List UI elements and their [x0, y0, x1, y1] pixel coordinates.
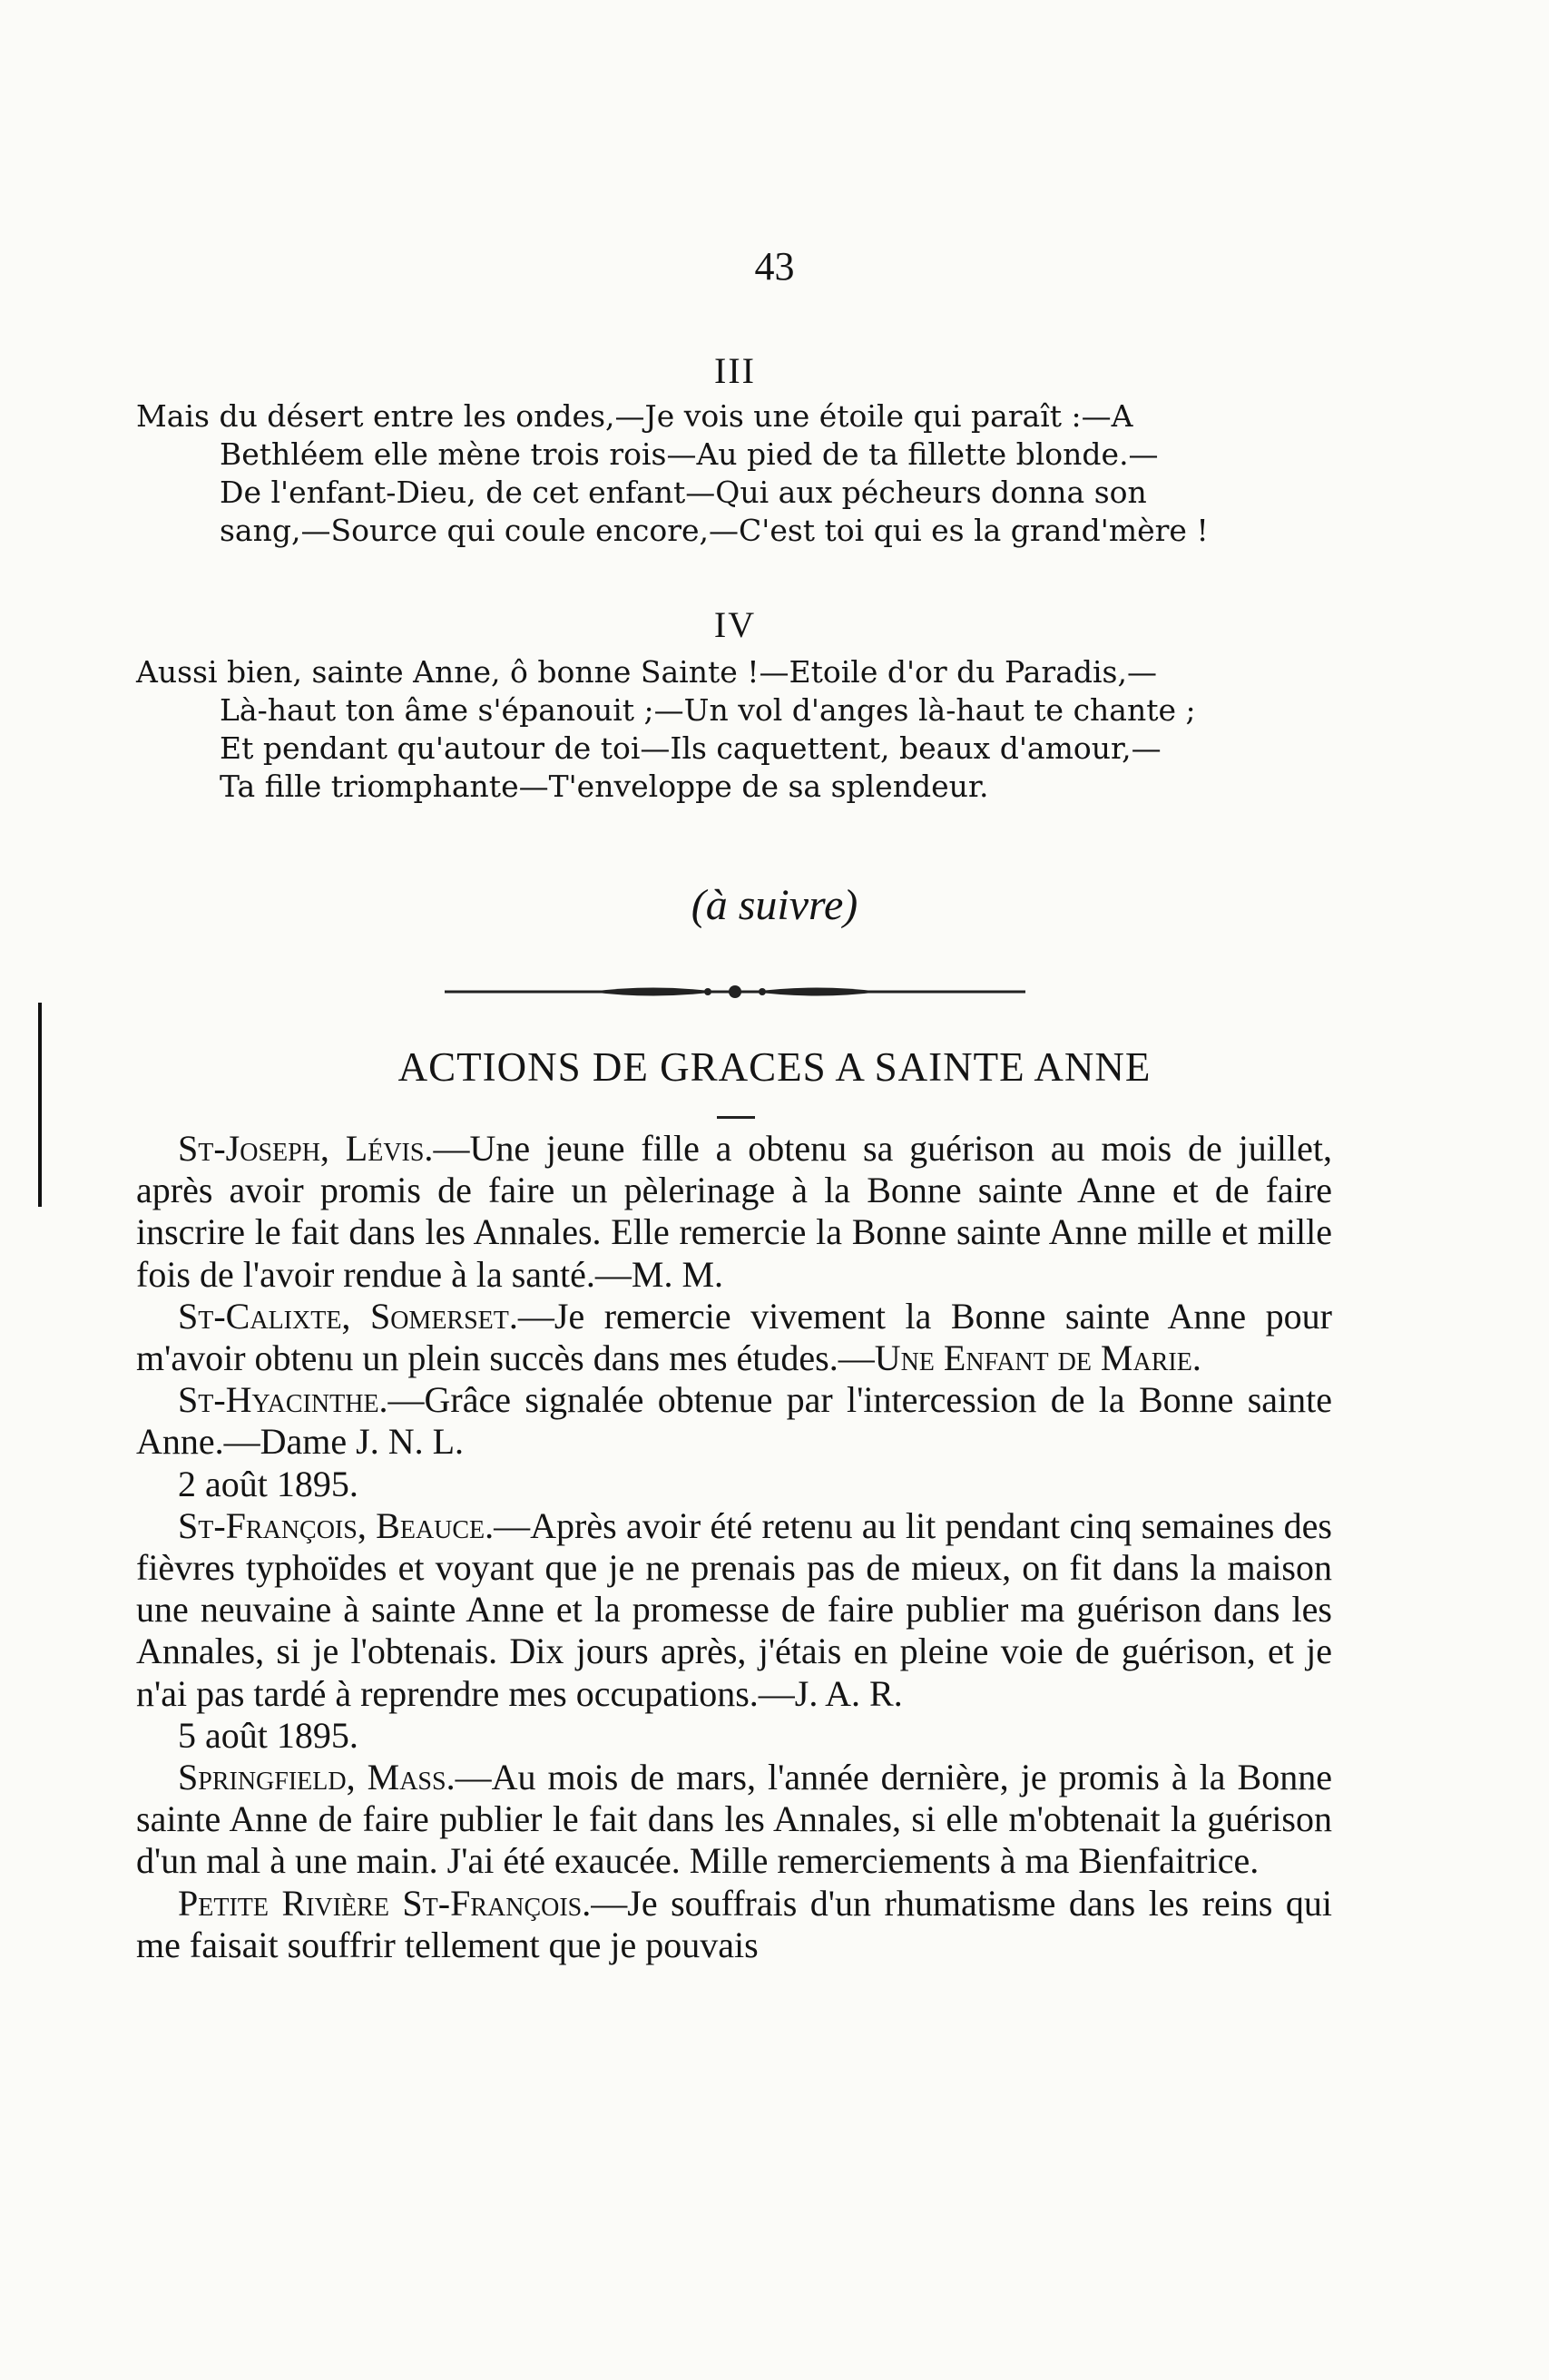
ornamental-divider	[436, 980, 1034, 1004]
entry-st-hyacinthe	[136, 1379, 1332, 1463]
entry-signature: Une Enfant de Marie.	[874, 1337, 1201, 1379]
stanza-numeral: III	[714, 350, 756, 391]
entry-text: —Je souffrais d'un rhumatisme dans les reins qui me faisait souffrir tellement que je pouvais	[136, 1882, 1332, 1965]
title-dash	[717, 1116, 755, 1119]
page-number: 43	[754, 244, 795, 289]
entry-springfield	[136, 1757, 1332, 1883]
entry-st-calixte	[136, 1296, 1332, 1379]
entry-place: Springfield, Mass.	[178, 1757, 456, 1798]
poem-line: Là-haut ton âme s'épanouit ;—Un vol d'anges là-haut te chante ;	[220, 692, 1196, 728]
entry-st-francois-beauce	[136, 1505, 1332, 1715]
actions-de-graces-body	[136, 1128, 1332, 1966]
entry-text: —Après avoir été retenu au lit pendant cinq semaines des fièvres typhoïdes et voyant que je ne prenais pas de mieux, on fit dans la maison une neuvaine à sainte Anne et la promesse de faire publier ma guérison dans les Annales, si je l'obtenais. Dix jours après, j'étais en pleine voie de guérison, et je n'ai pas tardé à reprendre mes occupations.—J. A. R.	[136, 1504, 1332, 1714]
margin-rule	[38, 1003, 42, 1207]
entry-text: —Au mois de mars, l'année dernière, je promis à la Bonne sainte Anne de faire publier le fait dans les Annales, si elle m'obtenait la guérison d'un mal à une main. J'ai été exaucée. Mille remerciements à ma Bienfaitrice.	[136, 1757, 1332, 1882]
entry-place: St-François, Beauce.	[178, 1504, 495, 1546]
stanza-numeral: IV	[713, 604, 757, 645]
section-title: ACTIONS DE GRACES A SAINTE ANNE	[397, 1044, 1152, 1090]
entry-date: 5 août 1895.	[178, 1714, 358, 1756]
entry-text: —Grâce signalée obtenue par l'intercession de la Bonne sainte Anne.—Dame J. N. L.	[136, 1379, 1332, 1463]
entry-petite-riviere	[136, 1883, 1332, 1966]
continuation-note: (à suivre)	[691, 881, 858, 929]
poem-line: Aussi bien, sainte Anne, ô bonne Sainte !—Etoile d'or du Paradis,—	[136, 654, 1157, 690]
poem-line: Et pendant qu'autour de toi—Ils caquettent, beaux d'amour,—	[220, 730, 1162, 766]
poem-line: sang,—Source qui coule encore,—C'est toi qui es la grand'mère !	[220, 513, 1209, 548]
poem-line: Bethléem elle mène trois rois—Au pied de ta fillette blonde.—	[220, 436, 1159, 472]
entry-place: St-Calixte, Somerset.	[178, 1295, 518, 1337]
entry-place: Petite Rivière St-François.	[178, 1882, 592, 1924]
poem-line: Ta fille triomphante—T'enveloppe de sa splendeur.	[220, 769, 989, 804]
entry-place: St-Joseph, Lévis.	[178, 1128, 434, 1169]
poem-stanza-4	[136, 603, 1334, 806]
entry-text: —Je remercie vivement la Bonne sainte Anne pour m'avoir obtenu un plein succès dans mes études.—	[136, 1295, 1333, 1379]
entry-text: —Une jeune fille a obtenu sa guérison au mois de juillet, après avoir promis de faire un pèlerinage à la Bonne sainte Anne et de faire inscrire le fait dans les Annales. Elle remercie la Bonne sainte Anne mille et mille fois de l'avoir rendue à la santé.—M. M.	[136, 1128, 1332, 1295]
poem-line: Mais du désert entre les ondes,—Je vois une étoile qui paraît :—A	[136, 398, 1133, 434]
poem-stanza-3	[136, 349, 1334, 550]
entry-place: St-Hyacinthe.	[178, 1379, 388, 1421]
entry-date: 2 août 1895.	[178, 1463, 358, 1504]
poem-line: De l'enfant-Dieu, de cet enfant—Qui aux pécheurs donna son	[220, 475, 1147, 510]
entry-st-joseph	[136, 1128, 1332, 1296]
